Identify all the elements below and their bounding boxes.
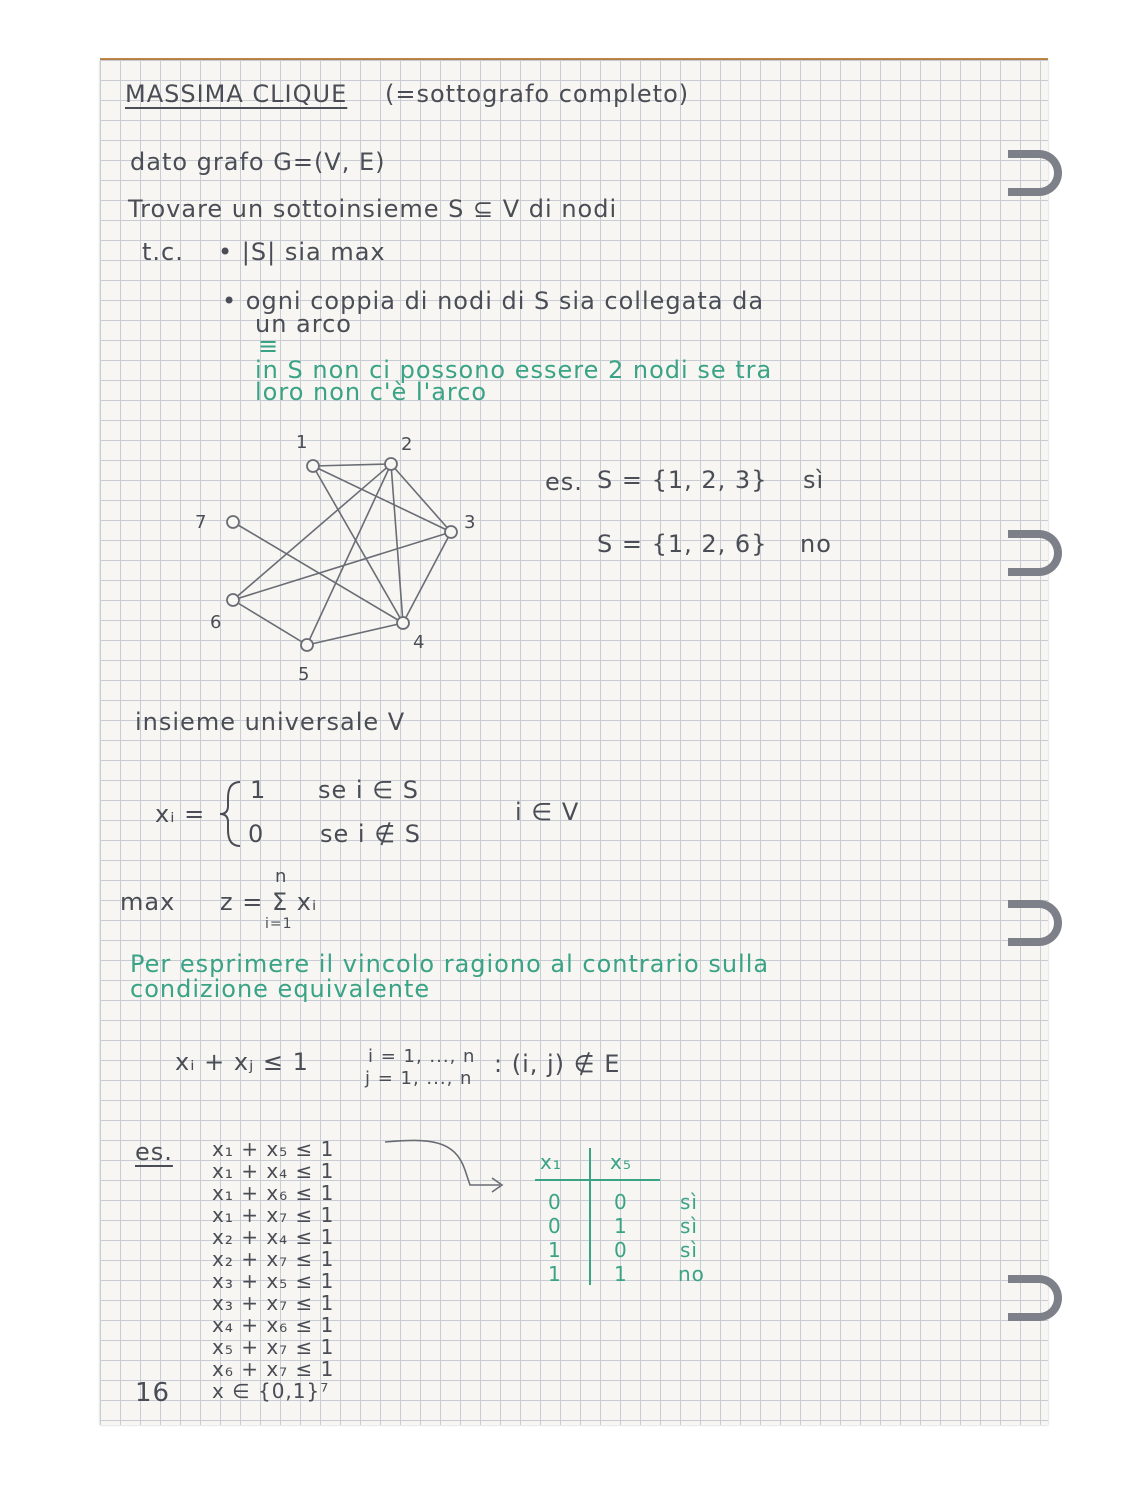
case2-condition: se i ∉ S	[320, 820, 421, 848]
case1-value: 1	[250, 776, 267, 804]
bullet-max: • |S| sia max	[218, 238, 386, 266]
graph-node	[301, 639, 313, 651]
arrow-to-table	[385, 1140, 500, 1185]
green-note-b: loro non c'è l'arco	[255, 378, 488, 406]
constraint-lhs: xᵢ + xⱼ ≤ 1	[175, 1048, 309, 1076]
graph-edge	[233, 522, 403, 623]
table-cell: 0	[614, 1190, 628, 1214]
graph-node	[397, 617, 409, 629]
variable-domain: i ∈ V	[515, 798, 580, 826]
graph-edge	[313, 464, 391, 466]
graph-edge	[233, 600, 307, 645]
graph-edge	[313, 466, 403, 623]
objective-expr: z = Σ xᵢ	[220, 888, 318, 916]
table-cell: no	[678, 1262, 705, 1286]
given-line: dato grafo G=(V, E)	[130, 148, 386, 176]
constraint-j-range: j = 1, ..., n	[365, 1068, 473, 1089]
table-cell: 0	[548, 1214, 562, 1238]
page-number: 16	[135, 1378, 171, 1408]
example-set-1: S = {1, 2, 3}	[597, 466, 768, 494]
tc-label: t.c.	[142, 238, 184, 266]
graph-edge	[233, 464, 391, 600]
constraint-item: x₁ + x₄ ≤ 1	[212, 1159, 335, 1183]
table-cell: sì	[680, 1214, 698, 1238]
constraint-item: x₆ + x₇ ≤ 1	[212, 1357, 335, 1381]
graph-edge	[403, 532, 451, 623]
equiv-symbol: ≡	[258, 332, 280, 360]
graph-edge	[391, 464, 451, 532]
node-label: 1	[296, 432, 309, 453]
constraint-item: x₁ + x₆ ≤ 1	[212, 1181, 335, 1205]
constraint-item: x ∈ {0,1}⁷	[212, 1379, 330, 1403]
graph-edge	[307, 623, 403, 645]
graph-node	[307, 460, 319, 472]
constraint-item: x₁ + x₇ ≤ 1	[212, 1203, 335, 1227]
node-label: 3	[464, 512, 477, 533]
objective-upper: n	[275, 866, 288, 887]
green-note-a: in S non ci possono essere 2 nodi se tra	[255, 356, 773, 384]
graph-node	[227, 594, 239, 606]
bullet-complete-a: • ogni coppia di nodi di S sia collegata da	[222, 287, 765, 315]
bullet-complete-b: un arco	[255, 310, 352, 338]
cases-brace	[220, 782, 240, 846]
graph-node	[227, 516, 239, 528]
example-es-label: es.	[135, 1138, 173, 1166]
table-cell: 1	[614, 1262, 628, 1286]
constraints-list	[212, 1138, 334, 1402]
table-cell: 1	[548, 1262, 562, 1286]
constraint-item: x₂ + x₄ ≤ 1	[212, 1225, 335, 1249]
node-label: 2	[401, 434, 414, 455]
example-result-1: sì	[803, 466, 825, 494]
table-cell: 1	[614, 1214, 628, 1238]
universal-set-line: insieme universale V	[135, 708, 406, 736]
objective-max: max	[120, 888, 176, 916]
case2-value: 0	[248, 820, 265, 848]
node-label: 5	[298, 664, 311, 685]
constraint-item: x₅ + x₇ ≤ 1	[212, 1335, 335, 1359]
find-line: Trovare un sottoinsieme S ⊆ V di nodi	[128, 195, 618, 223]
green-note2-b: condizione equivalente	[130, 975, 431, 1003]
title-note: (=sottografo completo)	[385, 80, 690, 108]
table-cell: 1	[548, 1238, 562, 1262]
table-cell: 0	[548, 1190, 562, 1214]
node-label: 4	[413, 632, 426, 653]
example-label: es.	[545, 468, 583, 496]
constraint-item: x₂ + x₇ ≤ 1	[212, 1247, 335, 1271]
graph-node	[385, 458, 397, 470]
page-title: MASSIMA CLIQUE	[125, 80, 348, 108]
constraint-item: x₃ + x₅ ≤ 1	[212, 1269, 335, 1293]
graph-edge	[313, 466, 451, 532]
table-cell: sì	[680, 1190, 698, 1214]
graph-node	[445, 526, 457, 538]
node-label: 6	[210, 612, 223, 633]
example-result-2: no	[800, 530, 832, 558]
table-header-x1: x₁	[540, 1150, 562, 1174]
constraint-i-range: i = 1, ..., n	[368, 1046, 476, 1067]
constraint-item: x₁ + x₅ ≤ 1	[212, 1137, 335, 1161]
green-note2-a: Per esprimere il vincolo ragiono al contrario sulla	[130, 950, 770, 978]
constraint-condition: : (i, j) ∉ E	[494, 1050, 621, 1078]
example-set-2: S = {1, 2, 6}	[597, 530, 768, 558]
table-cell: sì	[680, 1238, 698, 1262]
variable-lhs: xᵢ =	[155, 800, 206, 828]
table-cell: 0	[614, 1238, 628, 1262]
case1-condition: se i ∈ S	[318, 776, 419, 804]
constraint-item: x₄ + x₆ ≤ 1	[212, 1313, 335, 1337]
table-header-x5: x₅	[610, 1150, 632, 1174]
constraint-item: x₃ + x₇ ≤ 1	[212, 1291, 335, 1315]
node-label: 7	[195, 512, 208, 533]
objective-lower: i=1	[265, 916, 293, 932]
graph-edge	[391, 464, 403, 623]
